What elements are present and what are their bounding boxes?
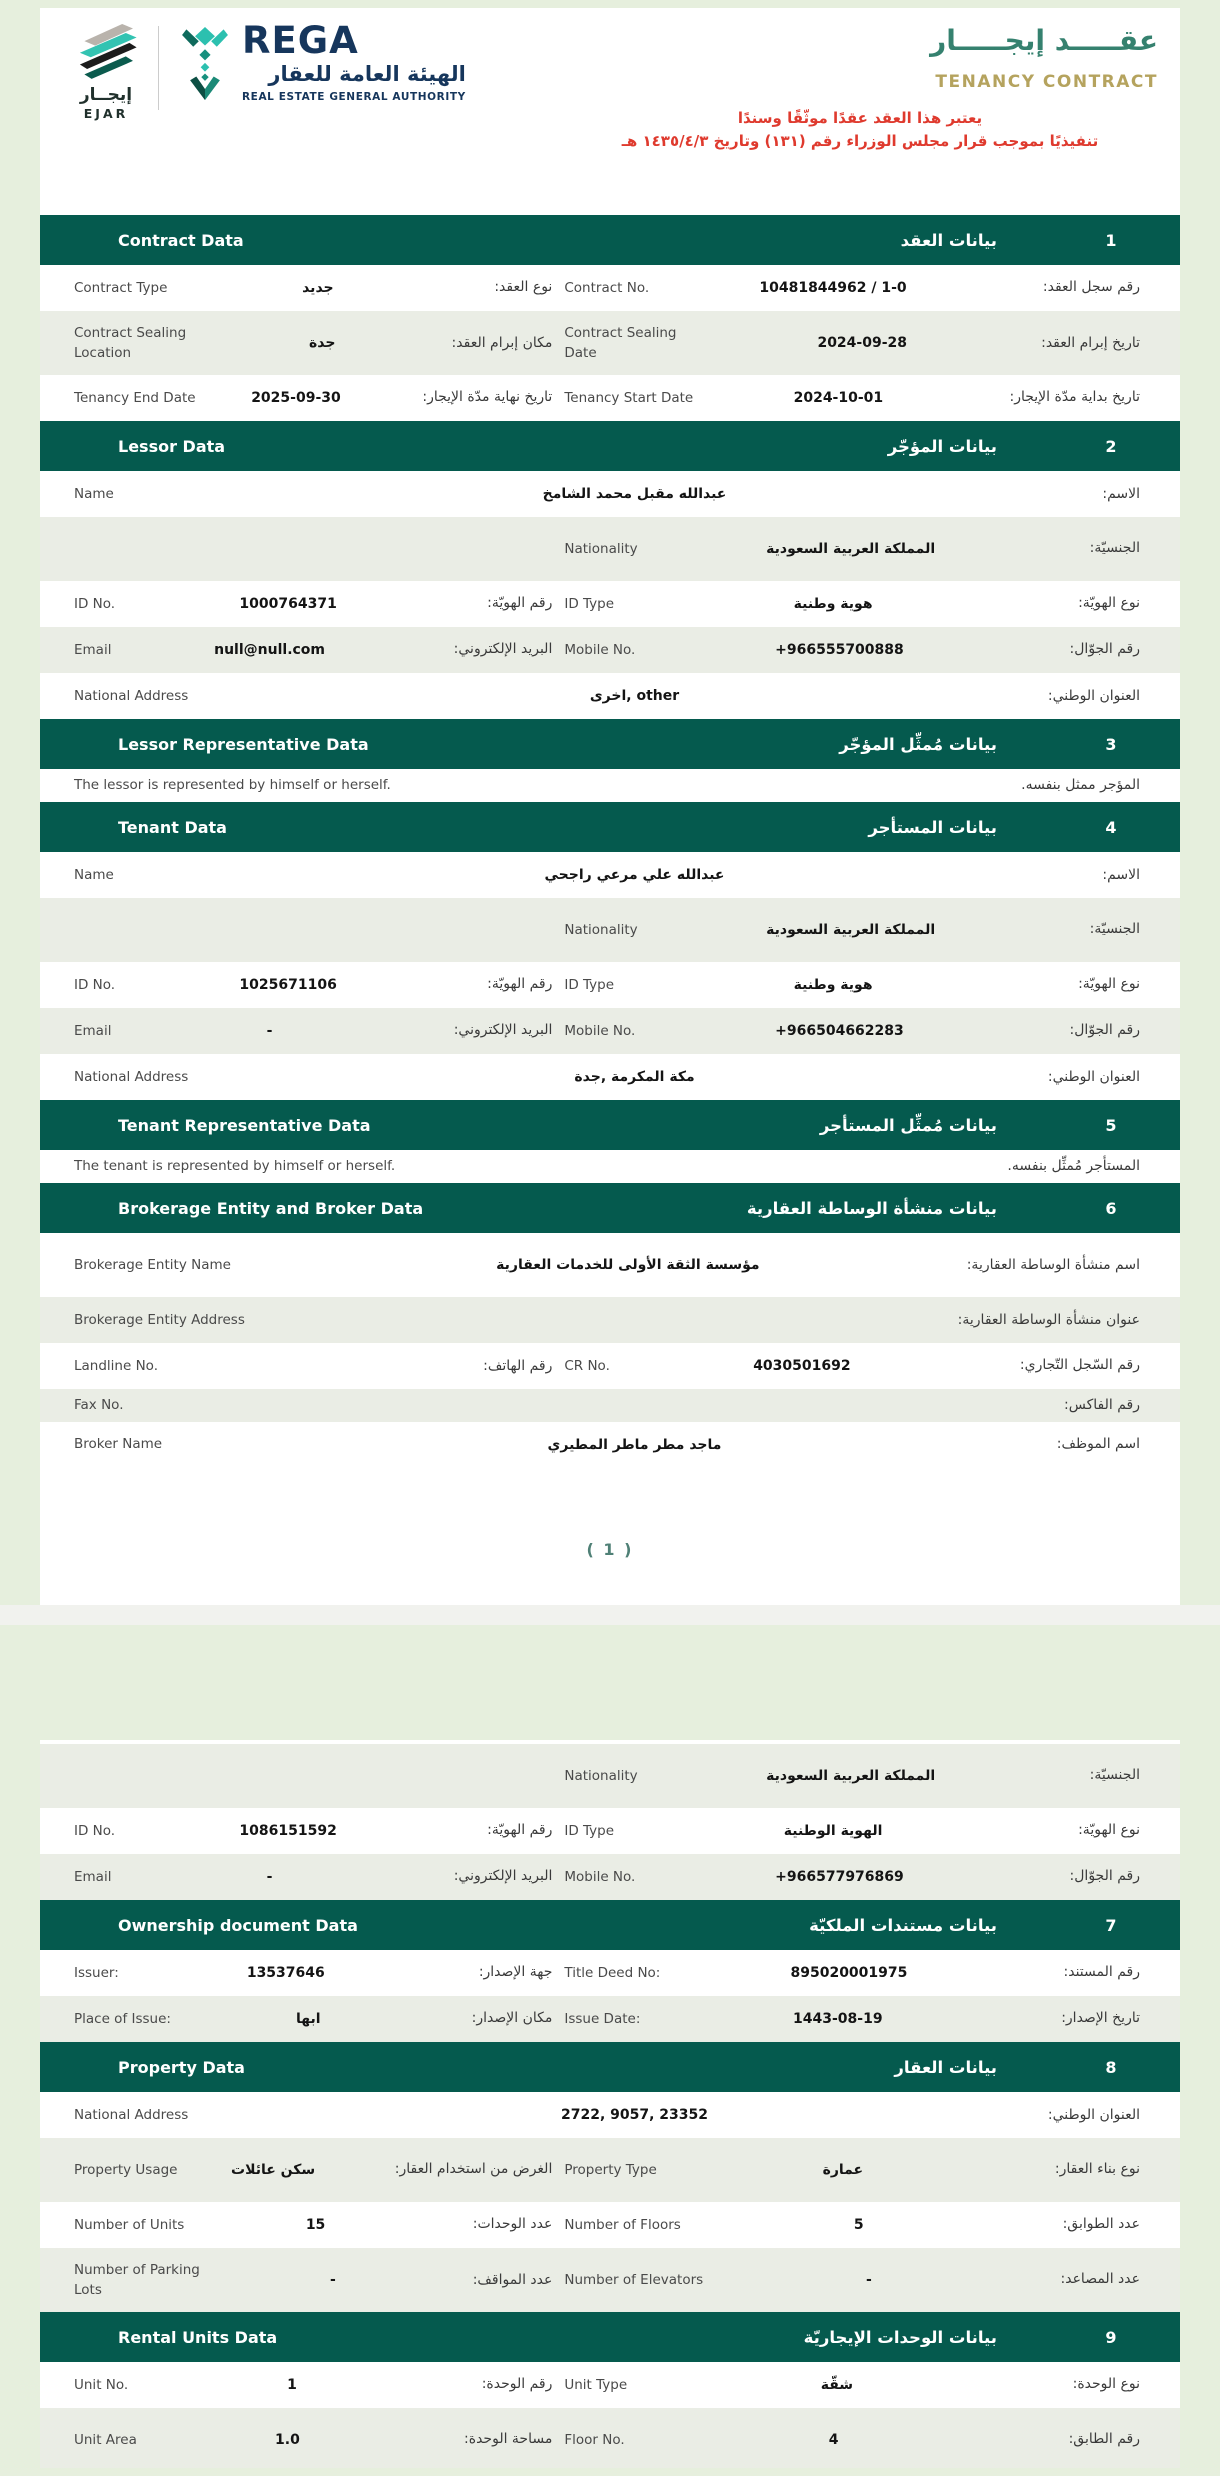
row-right-half [564,1820,1140,1842]
row-left-half [74,2260,564,2301]
legal-notice-line2: تنفيذيًا بموجب قرار مجلس الوزراء رقم (١٣١) وتاريخ ١٤٣٥/٤/٣ هـ [621,131,1099,150]
row-left-half [74,1356,564,1377]
field-label-ar: نوع بناء العقار: [1054,2161,1140,2178]
page2-body [40,1744,1180,2468]
field-value: 1 [287,2376,297,2393]
table-row [40,2408,1180,2468]
section-number: 2 [1105,436,1117,456]
field-value: 2024-09-28 [817,334,908,351]
field-value: عبدالله مقبل محمد الشامخ [542,485,727,502]
field-label-en: Nationality [564,921,638,938]
table-row [40,1297,1180,1343]
field-label-en: Email [74,1868,112,1885]
page-number: ( 1 ) [586,1539,634,1559]
field-label-en: Issue Date: [564,2010,641,2027]
field-label-ar: الجنسيّة: [1089,540,1140,557]
field-label-en: Landline No. [74,1357,158,1374]
field-value: شقّة [820,2376,854,2393]
field-label-en: Mobile No. [564,1022,636,1039]
tenancy-contract-document [0,8,1220,2476]
field-label-ar: اسم الموظف: [1056,1436,1140,1452]
table-row [40,898,1180,962]
field-value: مؤسسة الثقة الأولى للخدمات العقارية [496,1256,760,1273]
field-value: +966577976869 [775,1868,904,1885]
field-value: 1443-08-19 [793,2010,883,2027]
logo-divider [158,26,159,110]
row-left-half [74,2374,564,2396]
field-label-ar: البريد الإلكتروني: [453,641,553,658]
field-value: +966504662283 [775,1022,904,1039]
field-value: - [329,2271,336,2288]
field-label-en: Number of Units [74,2216,185,2233]
table-row [40,2362,1180,2408]
table-row [40,1343,1180,1389]
field-label-ar: عدد المصاعد: [1060,2271,1140,2288]
section-title-en: Tenant Data [118,817,227,837]
field-label-en: Contract Sealing Location [74,324,187,361]
field-value: 1.0 [275,2431,300,2448]
field-label-en: Unit Area [74,2431,137,2448]
field-value: 2722, 9057, 23352 [560,2106,709,2123]
field-label-ar: رقم الهويّة: [487,1822,553,1839]
table-row [40,375,1180,421]
section-title-en: Lessor Data [118,436,226,456]
field-value: هوية وطنية [793,595,873,612]
row-right-half [564,1962,1140,1984]
field-value: 5 [853,2216,864,2233]
field-label-en: National Address [74,1068,189,1085]
row-right-half [564,1866,1140,1888]
field-label-ar: جهة الإصدار: [478,1964,553,1981]
table-row [40,265,1180,311]
row-left-half [74,1962,564,1984]
rega-palm-icon [174,22,236,110]
field-value: جديد [302,279,334,296]
row-left-half [74,1866,564,1888]
field-label-ar: رقم الهويّة: [487,595,553,612]
row-left-half [74,387,564,409]
row-right-half [564,2429,1140,2451]
statement-ar: المؤجر ممثل بنفسه. [1021,777,1140,793]
field-label-en: Issuer: [74,1964,119,1981]
section-title-en: Tenant Representative Data [118,1115,371,1135]
table-row [40,1422,1180,1498]
field-label-ar: رقم الجوّال: [1069,1868,1140,1885]
table-row [40,1996,1180,2042]
section-header [40,1183,1180,1233]
field-value: سكن عائلات [231,2161,316,2178]
section-title-en: Contract Data [118,230,244,250]
field-label-ar: تاريخ الإصدار: [1061,2010,1140,2027]
field-label-en: Floor No. [564,2431,625,2448]
section-title-ar: بيانات مستندات الملكيّة [809,1915,997,1935]
field-label-en: ID Type [564,976,615,993]
field-value: هوية وطنية [793,976,873,993]
section-title-en: Rental Units Data [118,2327,278,2347]
field-label-ar: رقم الطابق: [1068,2431,1140,2448]
statement-en: The tenant is represented by himself or herself. [74,1158,396,1175]
table-row [40,1950,1180,1996]
field-label-en: Tenancy End Date [74,389,196,406]
table-row [40,517,1180,581]
row-left-half [74,2008,564,2030]
contract-title-arabic: عقـــــد إيجـــــار [930,24,1158,57]
row-left-half [74,1020,564,1042]
field-label-ar: رقم المستند: [1063,1964,1140,1981]
table-row [40,1854,1180,1900]
field-label-en: Unit Type [564,2376,628,2393]
field-value: 1025671106 [239,976,337,993]
field-label-ar: مساحة الوحدة: [464,2431,553,2448]
row-right-half [564,387,1140,409]
field-label-ar: البريد الإلكتروني: [453,1022,553,1039]
field-label-en: Email [74,1022,112,1039]
field-label-en: Fax No. [74,1397,124,1414]
field-value: - [865,2271,872,2288]
field-value: المملكة العربية السعودية [766,1767,936,1784]
field-label-en: National Address [74,687,189,704]
section-number: 8 [1105,2057,1117,2077]
row-left-half [74,2429,564,2451]
field-label-en: Brokerage Entity Name [74,1256,231,1273]
ejar-stripes-icon [70,20,142,82]
contract-title-english: TENANCY CONTRACT [935,72,1158,92]
field-label-en: CR No. [564,1357,610,1374]
field-label-en: Mobile No. [564,1868,636,1885]
field-label-ar: رقم سجل العقد: [1042,279,1140,296]
section-title-ar: بيانات المؤجّر [887,436,997,456]
field-value: 895020001975 [790,1964,908,1981]
section-title-en: Ownership document Data [118,1915,358,1935]
table-row [40,1054,1180,1100]
table-row [40,1808,1180,1854]
table-row [40,471,1180,517]
table-row [40,2202,1180,2248]
field-label-en: Number of Elevators [564,2271,704,2288]
row-right-half [564,2214,1140,2236]
field-label-en: Nationality [564,540,638,557]
field-label-en: Property Usage [74,2161,178,2178]
section-header [40,802,1180,852]
table-row [40,769,1180,802]
section-header [40,421,1180,471]
contract-title-block [930,24,1158,92]
row-right-half [564,919,1140,941]
field-label-en: Contract Type [74,279,168,296]
document-header [40,8,1180,215]
section-number: 3 [1105,734,1117,754]
field-value: 13537646 [246,1964,325,1981]
table-row [40,2138,1180,2202]
row-right-half [564,1765,1140,1787]
field-label-en: Number of Parking Lots [74,2261,200,2298]
section-title-ar: بيانات منشأة الوساطة العقارية [746,1198,997,1218]
section-header [40,2312,1180,2362]
field-label-ar: عدد المواقف: [472,2271,553,2288]
field-label-en: Unit No. [74,2376,129,2393]
field-label-ar: نوع العقد: [494,279,553,296]
statement-en: The lessor is represented by himself or herself. [74,777,391,794]
section-number: 5 [1105,1115,1117,1135]
rega-wordmark: REGA [242,19,359,62]
field-label-ar: عنوان منشأة الوساطة العقارية: [957,1311,1140,1328]
field-label-ar: عدد الطوابق: [1062,2216,1140,2233]
field-label-en: ID Type [564,595,615,612]
field-label-en: Property Type [564,2161,657,2178]
field-label-en: Broker Name [74,1436,163,1452]
row-right-half [564,1020,1140,1042]
statement-ar: المستأجر مُمثِّل بنفسه. [1007,1158,1140,1174]
field-label-en: Number of Floors [564,2216,681,2233]
field-label-en: Contract Sealing Date [564,324,677,361]
section-title-en: Lessor Representative Data [118,734,369,754]
field-label-en: ID No. [74,1822,116,1839]
field-label-en: National Address [74,2106,189,2123]
field-value: الهوية الوطنية [783,1822,883,1839]
field-label-en: Contract No. [564,279,650,296]
table-row [40,1008,1180,1054]
field-label-en: Nationality [564,1767,638,1784]
field-value: 15 [305,2216,326,2233]
section-title-en: Brokerage Entity and Broker Data [118,1198,424,1218]
field-label-en: ID No. [74,595,116,612]
field-value: 2024-10-01 [793,389,884,406]
table-row [40,2092,1180,2138]
field-label-ar: الاسم: [1102,485,1140,502]
row-left-half [74,974,564,996]
rega-name-arabic: الهيئة العامة للعقار [268,62,466,86]
row-left-half [74,2159,564,2181]
section-header [40,1100,1180,1150]
field-value: 1086151592 [239,1822,337,1839]
field-label-ar: مكان إبرام العقد: [451,334,553,351]
row-left-half [74,639,564,661]
field-value: 2025-09-30 [251,389,341,406]
field-label-ar: رقم الجوّال: [1069,641,1140,658]
field-label-ar: العنوان الوطني: [1047,1068,1140,1085]
field-label-ar: الاسم: [1102,866,1140,883]
row-right-half [564,639,1140,661]
field-value: +966555700888 [775,641,904,658]
field-value: ماجد مطر ماطر المطيري [547,1437,722,1453]
field-label-en: Title Deed No: [564,1964,661,1981]
field-label-ar: رقم السّجل التّجاري: [1019,1357,1140,1374]
field-value: null@null.com [214,641,326,658]
field-value: ابها [296,2010,321,2027]
table-row [40,962,1180,1008]
row-right-half [564,2159,1140,2181]
field-label-en: Mobile No. [564,641,636,658]
field-label-ar: البريد الإلكتروني: [453,1868,553,1885]
row-right-half [564,538,1140,560]
table-row [40,1389,1180,1422]
row-left-half [74,2214,564,2236]
ejar-logo [60,20,152,123]
table-row [40,627,1180,673]
legal-notice [570,107,1150,152]
field-value: - [266,1868,273,1885]
field-value: - [266,1022,273,1039]
field-value: عمارة [822,2161,864,2178]
field-label-en: Tenancy Start Date [564,389,694,406]
page-gap [0,1625,1220,1740]
row-left-half [74,277,564,299]
page-2 [40,1740,1180,2468]
section-header [40,719,1180,769]
field-label-ar: نوع الهويّة: [1078,595,1140,612]
section-header [40,2042,1180,2092]
field-value: 4 [828,2431,839,2448]
field-value: جدة [309,334,336,351]
row-right-half [564,974,1140,996]
field-label-ar: العنوان الوطني: [1047,687,1140,704]
field-value: المملكة العربية السعودية [766,921,936,938]
field-label-ar: الجنسيّة: [1089,1767,1140,1784]
table-row [40,852,1180,898]
field-value: اخرى, other [589,687,680,704]
table-row [40,311,1180,375]
page-1 [40,8,1180,1605]
field-label-en: Brokerage Entity Address [74,1311,245,1328]
row-right-half [564,2008,1140,2030]
row-right-half [564,323,1140,364]
field-value: المملكة العربية السعودية [766,540,936,557]
field-label-en: Email [74,641,112,658]
section-number: 6 [1105,1198,1117,1218]
section-number: 4 [1105,817,1117,837]
row-left-half [74,593,564,615]
ejar-name-latin: EJAR [83,105,129,121]
row-right-half [564,277,1140,299]
table-row [40,581,1180,627]
row-right-half [564,593,1140,615]
page-separator [0,1605,1220,1625]
field-value: 10481844962 / 1-0 [759,279,907,296]
field-value: 1000764371 [239,595,337,612]
row-right-half [564,2269,1140,2291]
row-left-half [74,323,564,364]
section-title-ar: بيانات العقار [894,2057,997,2077]
row-right-half [564,2374,1140,2396]
field-label-ar: تاريخ نهاية مدّة الإيجار: [422,389,553,406]
field-label-ar: نوع الهويّة: [1078,1822,1140,1839]
field-label-ar: اسم منشأة الوساطة العقارية: [966,1256,1140,1273]
field-label-ar: الغرض من استخدام العقار: [394,2161,553,2178]
section-header [40,215,1180,265]
rega-logo [174,19,466,110]
section-title-ar: بيانات العقد [900,230,997,250]
field-label-ar: مكان الإصدار: [471,2010,553,2027]
section-number: 1 [1105,230,1117,250]
field-label-en: ID No. [74,976,116,993]
row-right-half [564,1355,1140,1377]
field-value: عبدالله علي مرعي راجحي [544,866,725,883]
page1-body [40,215,1180,1498]
field-value: 4030501692 [753,1357,851,1374]
section-title-ar: بيانات مُمثِّل المؤجّر [839,734,997,754]
section-title-ar: بيانات المستأجر [868,817,997,837]
table-row [40,1233,1180,1297]
rega-name-english: REAL ESTATE GENERAL AUTHORITY [242,91,466,103]
section-title-ar: بيانات مُمثِّل المستأجر [819,1115,997,1135]
table-row [40,2248,1180,2312]
field-label-ar: رقم الهاتف: [483,1357,553,1374]
field-label-ar: رقم الهويّة: [487,976,553,993]
table-row [40,673,1180,719]
field-label-ar: نوع الهويّة: [1078,976,1140,993]
field-label-ar: رقم الوحدة: [481,2376,553,2393]
ejar-name-arabic: إيجــار [79,85,133,105]
table-row [40,1744,1180,1808]
field-label-ar: تاريخ بداية مدّة الإيجار: [1009,389,1140,406]
field-label-ar: عدد الوحدات: [472,2216,553,2233]
row-left-half [74,1820,564,1842]
field-label-en: Name [74,485,114,502]
section-header [40,1900,1180,1950]
field-label-ar: نوع الوحدة: [1072,2376,1140,2393]
table-row [40,1150,1180,1183]
field-value: جدة‎, مكة المكرمة [574,1068,695,1085]
field-label-ar: رقم الفاكس: [1064,1397,1140,1413]
section-title-en: Property Data [118,2057,245,2077]
field-label-ar: تاريخ إبرام العقد: [1041,334,1140,351]
field-label-en: ID Type [564,1822,615,1839]
section-title-ar: بيانات الوحدات الإيجاريّة [803,2327,997,2347]
legal-notice-line1: يعتبر هذا العقد عقدًا موثّقًا وسندًا [737,109,983,127]
field-label-en: Name [74,866,114,883]
section-number: 9 [1105,2327,1117,2347]
field-label-en: Place of Issue: [74,2010,171,2027]
field-label-ar: الجنسيّة: [1089,921,1140,938]
section-number: 7 [1105,1915,1117,1935]
field-label-ar: العنوان الوطني: [1047,2106,1140,2123]
field-label-ar: رقم الجوّال: [1069,1022,1140,1039]
